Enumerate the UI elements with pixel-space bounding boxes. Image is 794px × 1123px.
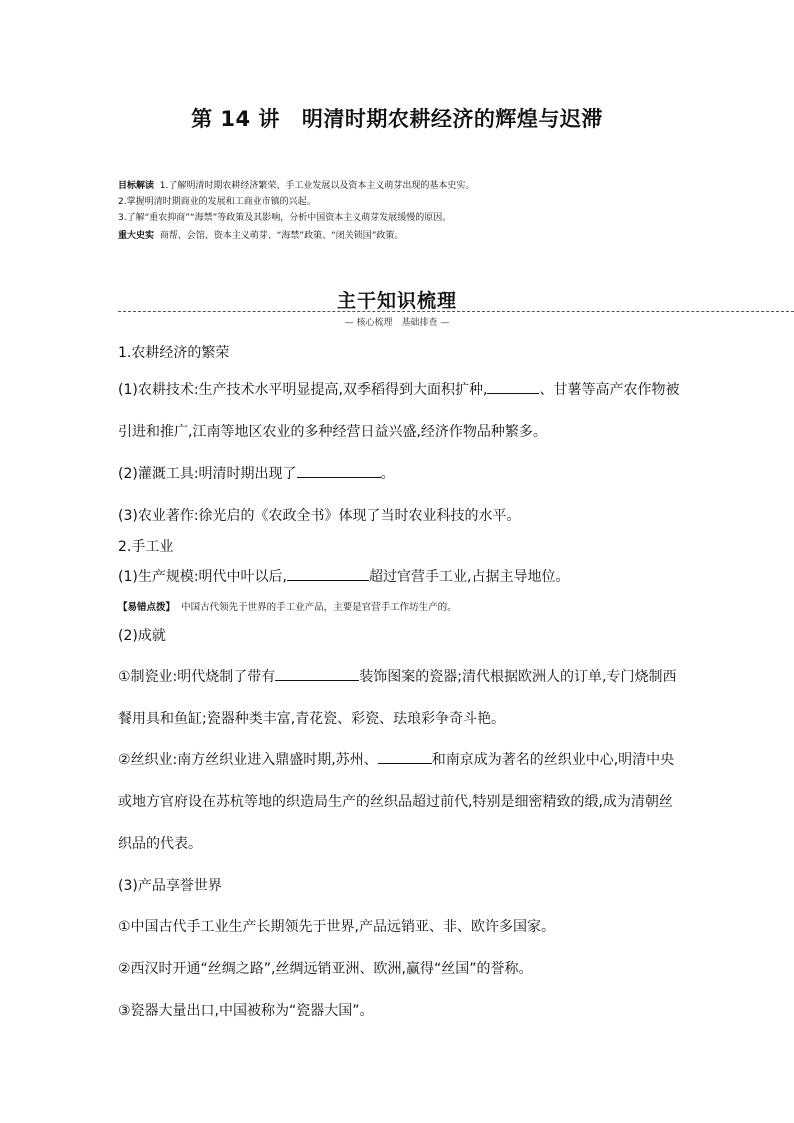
- paragraph-silk: [118, 751, 674, 769]
- text-segment: 和南京成为著名的丝织业中心,明清中央: [431, 752, 675, 768]
- key-facts: [118, 230, 403, 243]
- section-divider: [118, 311, 794, 312]
- text-segment: ②丝织业:南方丝织业进入鼎盛时期,苏州、: [118, 752, 378, 768]
- text-segment: (2)灌溉工具:明清时期出现了: [118, 466, 297, 482]
- tip-text: 中国古代领先于世界的手工业产品，主要是官营手工作坊生产的。: [181, 602, 457, 613]
- heading-world-fame: (3)产品享誉世界: [118, 878, 222, 894]
- goals-label: 目标解读: [118, 181, 155, 191]
- heading-agriculture: 1.农耕经济的繁荣: [118, 345, 230, 361]
- fill-blank[interactable]: [487, 381, 539, 394]
- tip-note: [118, 599, 457, 617]
- goals-line-3: [118, 212, 451, 225]
- goal-item: 3.了解“重农抑商”“海禁”等政策及其影响，分析中国资本主义萌芽发展缓慢的原因。: [118, 213, 452, 223]
- text-segment: (1)生产规模:明代中叶以后,: [118, 569, 287, 585]
- paragraph-scale: [118, 568, 569, 586]
- paragraph-porcelain-export: ③瓷器大量出口,中国被称为“瓷器大国”。: [118, 1003, 374, 1019]
- lesson-title: 明清时期农耕经济的辉煌与迟滞: [301, 107, 603, 131]
- goals-line-1: [118, 180, 474, 193]
- lesson-number: 第 14 讲: [191, 107, 280, 131]
- key-facts-text: 商帮、会馆、资本主义萌芽、“海禁”政策、“闭关锁国”政策。: [159, 231, 404, 241]
- paragraph-farming-tech: [118, 381, 679, 399]
- text-segment: ①制瓷业:明代烧制了带有: [118, 669, 276, 685]
- text-segment: 、甘薯等高产农作物被: [539, 382, 680, 398]
- fill-blank[interactable]: [275, 668, 359, 681]
- text-segment: 超过官营手工业,占据主导地位。: [369, 569, 570, 585]
- page-title: [0, 103, 794, 133]
- text-segment: 装饰图案的瓷器;清代根据欧洲人的订单,专门烧制西: [359, 669, 677, 685]
- text-segment: (1)农耕技术:生产技术水平明显提高,双季稻得到大面积扩种,: [118, 382, 488, 398]
- heading-handicraft: 2.手工业: [118, 539, 174, 555]
- paragraph-silk-road: ②西汉时开通“丝绸之路”,丝绸远销亚洲、欧洲,赢得“丝国”的誉称。: [118, 961, 533, 977]
- tip-label: 【易错点拨】: [118, 602, 176, 613]
- section-subtitle: — 核心梳理 基础排查 —: [344, 318, 450, 328]
- section-title: 主干知识梳理: [336, 290, 457, 312]
- heading-achievements: (2)成就: [118, 628, 166, 644]
- fill-blank[interactable]: [297, 465, 381, 478]
- paragraph-irrigation: [118, 465, 395, 483]
- paragraph-silk-cont: 或地方官府设在苏杭等地的织造局生产的丝织品超过前代,特别是细密精致的缎,成为清朝丝: [118, 794, 673, 810]
- paragraph-silk-end: 织品的代表。: [118, 836, 202, 852]
- text-segment: 。: [380, 466, 395, 482]
- paragraph-agri-book: (3)农业著作:徐光启的《农政全书》体现了当时农业科技的水平。: [118, 508, 521, 524]
- goal-item: 2.掌握明清时期商业的发展和工商业市镇的兴起。: [118, 197, 316, 207]
- paragraph-porcelain-cont: 餐用具和鱼缸;瓷器种类丰富,青花瓷、彩瓷、珐琅彩争奇斗艳。: [118, 711, 506, 727]
- paragraph-lead: ①中国古代手工业生产长期领先于世界,产品远销亚、非、欧许多国家。: [118, 919, 555, 935]
- paragraph-farming-tech-cont: 引进和推广,江南等地区农业的多种经营日益兴盛,经济作物品种繁多。: [118, 424, 547, 440]
- goals-line-2: [118, 196, 316, 209]
- paragraph-porcelain: [118, 668, 676, 686]
- fill-blank[interactable]: [378, 751, 432, 764]
- fill-blank[interactable]: [287, 568, 369, 581]
- key-facts-label: 重大史实: [118, 231, 155, 241]
- goal-item: 1.了解明清时期农耕经济繁荣、手工业发展以及资本主义萌芽出现的基本史实。: [159, 181, 475, 191]
